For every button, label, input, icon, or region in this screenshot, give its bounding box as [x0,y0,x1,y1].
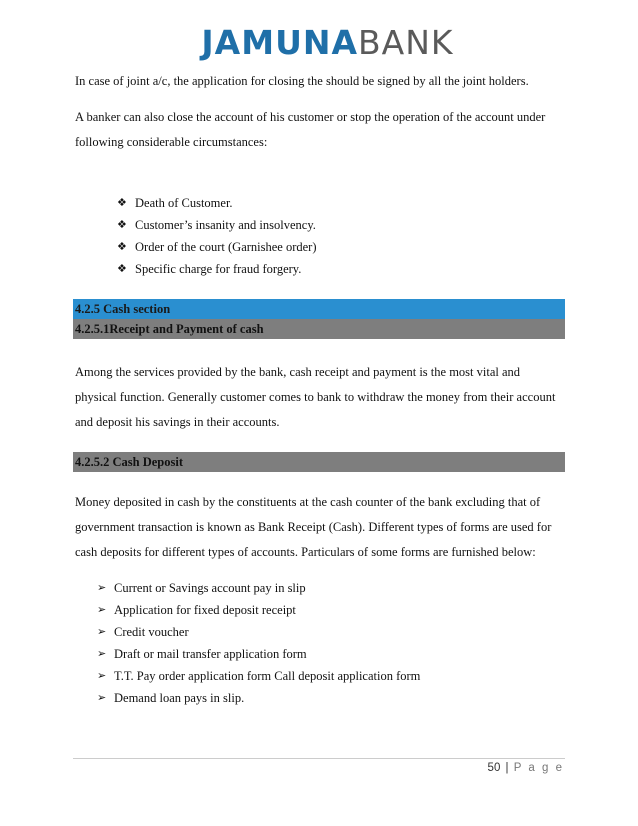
receipt-payment-paragraph [75,360,565,435]
list-item [97,643,420,665]
section-heading-receipt-payment: 4.2.5.1Receipt and Payment of cash [73,319,565,339]
list-item [117,192,317,214]
footer-separator: | [505,762,509,774]
cash-deposit-paragraph [75,490,565,565]
logo-text-bank: BANK [358,22,454,62]
list-item [117,236,317,258]
list-item [117,258,317,280]
diamond-bullet-icon: ❖ [117,240,127,253]
list-item-text: Draft or mail transfer application form [114,647,307,661]
diamond-bullet-icon: ❖ [117,196,127,209]
closing-circumstances-paragraph [75,105,565,155]
footer-divider [73,758,565,759]
arrow-bullet-icon: ➢ [97,603,107,616]
paragraph-line: physical function. Generally customer comes to bank to withdraw the money from their account [75,390,556,404]
arrow-bullet-icon: ➢ [97,625,107,638]
list-item-text: Credit voucher [114,625,189,639]
logo-text-jamuna: JAMUNA [201,22,359,62]
list-item-text: Current or Savings account pay in slip [114,581,306,595]
paragraph-line: following considerable circumstances: [75,135,268,149]
paragraph-line: Money deposited in cash by the constituents at the cash counter of the bank excluding that of [75,495,541,509]
list-item-text: Demand loan pays in slip. [114,691,245,705]
paragraph-line: Among the services provided by the bank, cash receipt and payment is the most vital and [75,365,521,379]
circumstances-list [117,192,317,280]
diamond-bullet-icon: ❖ [117,262,127,275]
page-number: 50 [487,762,501,774]
section-heading-cash-deposit: 4.2.5.2 Cash Deposit [73,452,565,472]
paragraph-line: government transaction is known as Bank Receipt (Cash). Different types of forms are used for [75,520,552,534]
page-label: P a g e [513,762,564,774]
list-item [97,599,420,621]
list-item [97,577,420,599]
paragraph-line: and deposit his savings in their accounts. [75,415,280,429]
list-item-text: T.T. Pay order application form Call deposit application form [114,669,421,683]
list-item-text: Application for fixed deposit receipt [114,603,296,617]
closing-joint-paragraph: In case of joint a/c, the application for closing the should be signed by all the joint holders. [75,74,529,88]
list-item [97,621,420,643]
list-item-text: Order of the court (Garnishee order) [135,240,317,254]
section-heading-cash-section: 4.2.5 Cash section [73,299,565,319]
paragraph-line: A banker can also close the account of his customer or stop the operation of the account under [75,110,546,124]
list-item-text: Customer’s insanity and insolvency. [135,218,316,232]
list-item [97,665,420,687]
paragraph-line: cash deposits for different types of accounts. Particulars of some forms are furnished below: [75,545,536,559]
arrow-bullet-icon: ➢ [97,647,107,660]
jamuna-bank-logo [175,12,480,72]
arrow-bullet-icon: ➢ [97,691,107,704]
diamond-bullet-icon: ❖ [117,218,127,231]
arrow-bullet-icon: ➢ [97,669,107,682]
list-item-text: Death of Customer. [135,196,233,210]
page-footer [480,762,564,774]
list-item-text: Specific charge for fraud forgery. [135,262,302,276]
list-item [97,687,420,709]
arrow-bullet-icon: ➢ [97,581,107,594]
list-item [117,214,317,236]
deposit-forms-list [97,577,420,709]
